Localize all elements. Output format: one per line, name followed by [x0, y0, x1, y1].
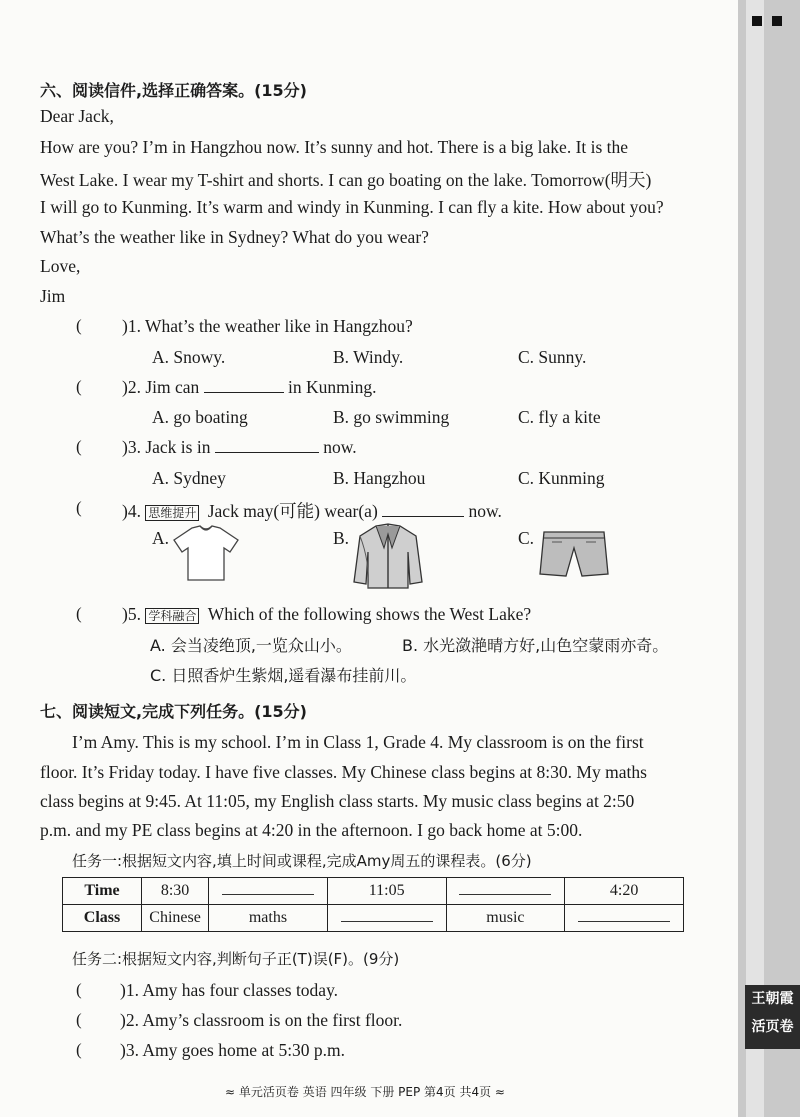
class-cell: music	[446, 905, 565, 932]
tshirt-icon	[170, 524, 242, 584]
task1-instruction: 任务一:根据短文内容,填上时间或课程,完成Amy周五的课程表。(6分)	[72, 852, 532, 870]
answer-paren[interactable]: (	[76, 377, 82, 396]
q5-option-b[interactable]: B. 水光潋滟晴方好,山色空蒙雨亦奇。	[402, 636, 669, 655]
q5-option-a[interactable]: A. 会当凌绝顶,一览众山小。	[150, 636, 352, 655]
q2-stem-pre: )2. Jim can	[122, 377, 200, 397]
tf-item: )2. Amy’s classroom is on the first floor.	[120, 1010, 403, 1030]
corner-mark	[772, 16, 782, 26]
q5-stem-text: Which of the following shows the West Lake?	[207, 604, 532, 624]
q3-option-a[interactable]: A. Sydney	[152, 468, 226, 488]
passage-line: class begins at 9:45. At 11:05, my English class starts. My music class begins at 2:50	[40, 791, 635, 811]
time-cell: 8:30	[142, 878, 209, 905]
q3-option-b[interactable]: B. Hangzhou	[333, 468, 426, 488]
class-cell-blank[interactable]	[327, 905, 446, 932]
jacket-icon	[350, 522, 426, 590]
task2-instruction: 任务二:根据短文内容,判断句子正(T)误(F)。(9分)	[72, 950, 400, 968]
binding-edge	[738, 0, 800, 1117]
letter-line: What’s the weather like in Sydney? What do you wear?	[40, 227, 429, 247]
table-row	[63, 905, 684, 932]
q3-option-c[interactable]: C. Kunming	[518, 468, 605, 488]
answer-paren[interactable]: (	[76, 980, 82, 999]
time-cell: 11:05	[327, 878, 446, 905]
letter-line: I will go to Kunming. It’s warm and windy in Kunming. I can fly a kite. How about you?	[40, 197, 664, 217]
letter-signature: Jim	[40, 286, 66, 306]
time-cell: 4:20	[565, 878, 684, 905]
class-label: Class	[63, 905, 142, 932]
q3-stem-pre: )3. Jack is in	[122, 437, 211, 457]
page-footer: ≈ 单元活页卷 英语 四年级 下册 PEP 第4页 共4页 ≈	[225, 1085, 505, 1099]
q4-badge: 思维提升	[145, 505, 199, 521]
table-row	[63, 878, 684, 905]
answer-paren[interactable]: (	[76, 316, 82, 335]
passage-line: I’m Amy. This is my school. I’m in Class 1, Grade 4. My classroom is on the first	[72, 732, 644, 752]
q2-option-a[interactable]: A. go boating	[152, 407, 248, 427]
answer-paren[interactable]: (	[76, 1010, 82, 1029]
answer-paren[interactable]: (	[76, 1040, 82, 1059]
q1-option-c[interactable]: C. Sunny.	[518, 347, 587, 367]
class-cell: Chinese	[142, 905, 209, 932]
answer-paren[interactable]: (	[76, 604, 82, 623]
class-cell-blank[interactable]	[565, 905, 684, 932]
q4-number: )4.	[122, 501, 141, 521]
q5-badge: 学科融合	[145, 608, 199, 624]
q4-stem-pre: Jack may(可能) wear(a)	[207, 501, 378, 521]
fill-blank[interactable]	[204, 378, 284, 393]
brand-tab	[745, 985, 800, 1049]
answer-paren[interactable]: (	[76, 437, 82, 456]
letter-line: West Lake. I wear my T-shirt and shorts. I can go boating on the lake. Tomorrow(明天)	[40, 170, 652, 190]
corner-mark	[752, 16, 762, 26]
q1-option-b[interactable]: B. Windy.	[333, 347, 404, 367]
q4-stem-post: now.	[468, 501, 502, 521]
schedule-table	[62, 877, 684, 932]
q2-option-b[interactable]: B. go swimming	[333, 407, 450, 427]
class-cell: maths	[209, 905, 328, 932]
brand-line1: 王朝霞	[751, 991, 794, 1007]
q2-option-c[interactable]: C. fly a kite	[518, 407, 601, 427]
passage-line: p.m. and my PE class begins at 4:20 in the afternoon. I go back home at 5:00.	[40, 820, 583, 840]
q3-stem-post: now.	[323, 437, 357, 457]
q1-stem: )1. What’s the weather like in Hangzhou?	[122, 316, 413, 336]
time-label: Time	[63, 878, 142, 905]
q2-stem	[122, 377, 377, 398]
section6-heading: 六、阅读信件,选择正确答案。(15分)	[40, 81, 307, 100]
letter-line: How are you? I’m in Hangzhou now. It’s sunny and hot. There is a big lake. It is the	[40, 137, 629, 157]
q5-number: )5.	[122, 604, 141, 624]
q5-option-c[interactable]: C. 日照香炉生紫烟,遥看瀑布挂前川。	[150, 666, 417, 685]
fill-blank[interactable]	[215, 438, 319, 453]
q3-stem	[122, 437, 357, 458]
tf-item: )1. Amy has four classes today.	[120, 980, 339, 1000]
time-cell-blank[interactable]	[446, 878, 565, 905]
answer-paren[interactable]: (	[76, 498, 82, 517]
q5-stem	[122, 604, 531, 625]
section7-heading: 七、阅读短文,完成下列任务。(15分)	[40, 702, 307, 721]
passage-line: floor. It’s Friday today. I have five classes. My Chinese class begins at 8:30. My maths	[40, 762, 647, 782]
brand-line2: 活页卷	[751, 1019, 794, 1035]
q4-option-a[interactable]: A.	[152, 528, 170, 548]
fill-blank[interactable]	[382, 502, 464, 517]
q1-option-a[interactable]: A. Snowy.	[152, 347, 226, 367]
q4-stem	[122, 498, 502, 523]
q2-stem-post: in Kunming.	[288, 377, 377, 397]
tf-item: )3. Amy goes home at 5:30 p.m.	[120, 1040, 346, 1060]
letter-closing: Love,	[40, 256, 81, 276]
time-cell-blank[interactable]	[209, 878, 328, 905]
letter-greeting: Dear Jack,	[40, 106, 114, 126]
shorts-icon	[538, 530, 610, 580]
q4-option-c[interactable]: C.	[518, 528, 535, 548]
q4-option-b[interactable]: B.	[333, 528, 350, 548]
